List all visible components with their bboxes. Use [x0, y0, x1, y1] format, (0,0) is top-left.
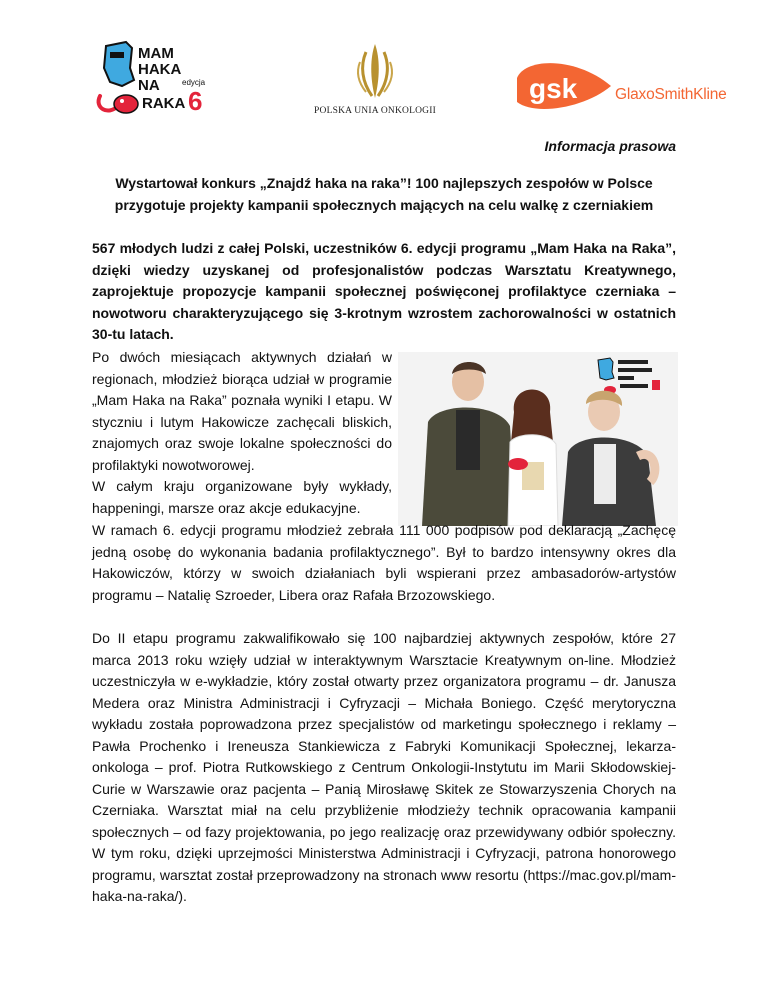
- paragraph-1: [92, 347, 392, 519]
- paragraph-3: Do II etapu programu zakwalifikowało się 100 najbardziej aktywnych zespołów, które 27 marca 2013 roku wzięły udział w interaktywnym Warsztacie Kreatywnym on-line. Młodzież uczestniczyła w e-wykładzie, który został otwarty przez organizatora programu – dr. Janusza Medera oraz Ministra Administracji i Cyfryzacji – Michała Boniego. Część merytoryczna wykładu została poprowadzona przez specjalistów od marketingu społecznego i reklamy – Pawła Prochenko i Ireneusza Stankiewicza z Fabryki Komunikacji Społecznej, lekarza-onkologa – prof. Piotra Rutkowskiego z Centrum Onkologii-Instytutu im Marii Skłodowskiej-Curie w Warszawie oraz pacjenta – Panią Mirosławę Skitek ze Stowarzyszenia Chorych na Czerniaka. Warsztat miał na celu przybliżenie młodzieży technik opracowania kampanii społecznych – od fazy projektowania, po jego realizację oraz przewidywany odbiór społeczny. W tym roku, dzięki uprzejmości Ministerstwa Administracji i Cyfryzacji, patrona honorowego programu, warsztat został przeprowadzony na stronach www resortu (https://mac.gov.pl/mam-haka-na-raka/).: [92, 630, 676, 904]
- headline: [92, 172, 676, 216]
- gsk-logo: [515, 58, 727, 118]
- headline-line1: Wystartował konkurs „Znajdź haka na raka”! 100 najlepszych zespołów w Polsce: [115, 175, 653, 191]
- logo-mam-line2: HAKA: [138, 61, 182, 78]
- headline-line2: przygotuje projekty kampanii społecznych mających na celu walkę z czerniakiem: [114, 197, 654, 213]
- puo-logo-text: POLSKA UNIA ONKOLOGII: [314, 106, 436, 116]
- logo-mam-edition-number: 6: [188, 86, 203, 116]
- mam-haka-na-raka-logo: [92, 38, 227, 118]
- logo-mam-line3: NA: [138, 77, 160, 94]
- paragraph-2: W ramach 6. edycji programu młodzież zebrała 111 000 podpisów pod deklaracją „Zachęcę jedną osobę do wykonania badania profilaktycznego”. Był to bardzo intensywny okres dla Hakowiczów, którzy w swoich działaniach byli wspierani przez ambasadorów-artystów programu – Natalię Szroeder, Libera oraz Rafała Brzozowskiego.: [92, 522, 676, 603]
- ambassadors-photo: [398, 352, 678, 526]
- logo-mam-edition-word: edycja: [182, 78, 206, 87]
- paragraph-1-part-2: W całym kraju organizowane były wykłady, happeningi, marsze oraz akcje edukacyjne.: [92, 478, 392, 516]
- press-release-label: Informacja prasowa: [544, 138, 676, 154]
- lead-paragraph: 567 młodych ludzi z całej Polski, uczestników 6. edycji programu „Mam Haka na Raka”, dzięki wiedzy uzyskanej od profesjonalistów podczas Warsztatu Kreatywnego, zaprojektuje propozycje kampanii społecznej poświęconej profilaktyce czerniaka – nowotworu charakteryzującego się 3-krotnym wzrostem zachorowalności w ostatnich 30-tu latach.: [92, 240, 676, 342]
- polska-unia-onkologii-logo: [300, 38, 450, 120]
- paragraph-1-part-1: Po dwóch miesiącach aktywnych działań w regionach, młodzież biorąca udział w programie „Mam Haka na Raka” poznała wyniki I etapu. W styczniu i lutym Hakowicze zachęcali bliskich, znajomych oraz swoje lokalne społeczności do profilaktyki nowotworowej.: [92, 349, 392, 473]
- gsk-wordmark: GlaxoSmithKline: [615, 86, 727, 103]
- gsk-mark-icon: [515, 58, 615, 118]
- gsk-mark-text: gsk: [529, 73, 578, 104]
- logo-mam-line1: MAM: [138, 45, 174, 62]
- logo-mam-line4: RAKA: [142, 95, 186, 112]
- wheat-emblem-icon: [300, 38, 450, 104]
